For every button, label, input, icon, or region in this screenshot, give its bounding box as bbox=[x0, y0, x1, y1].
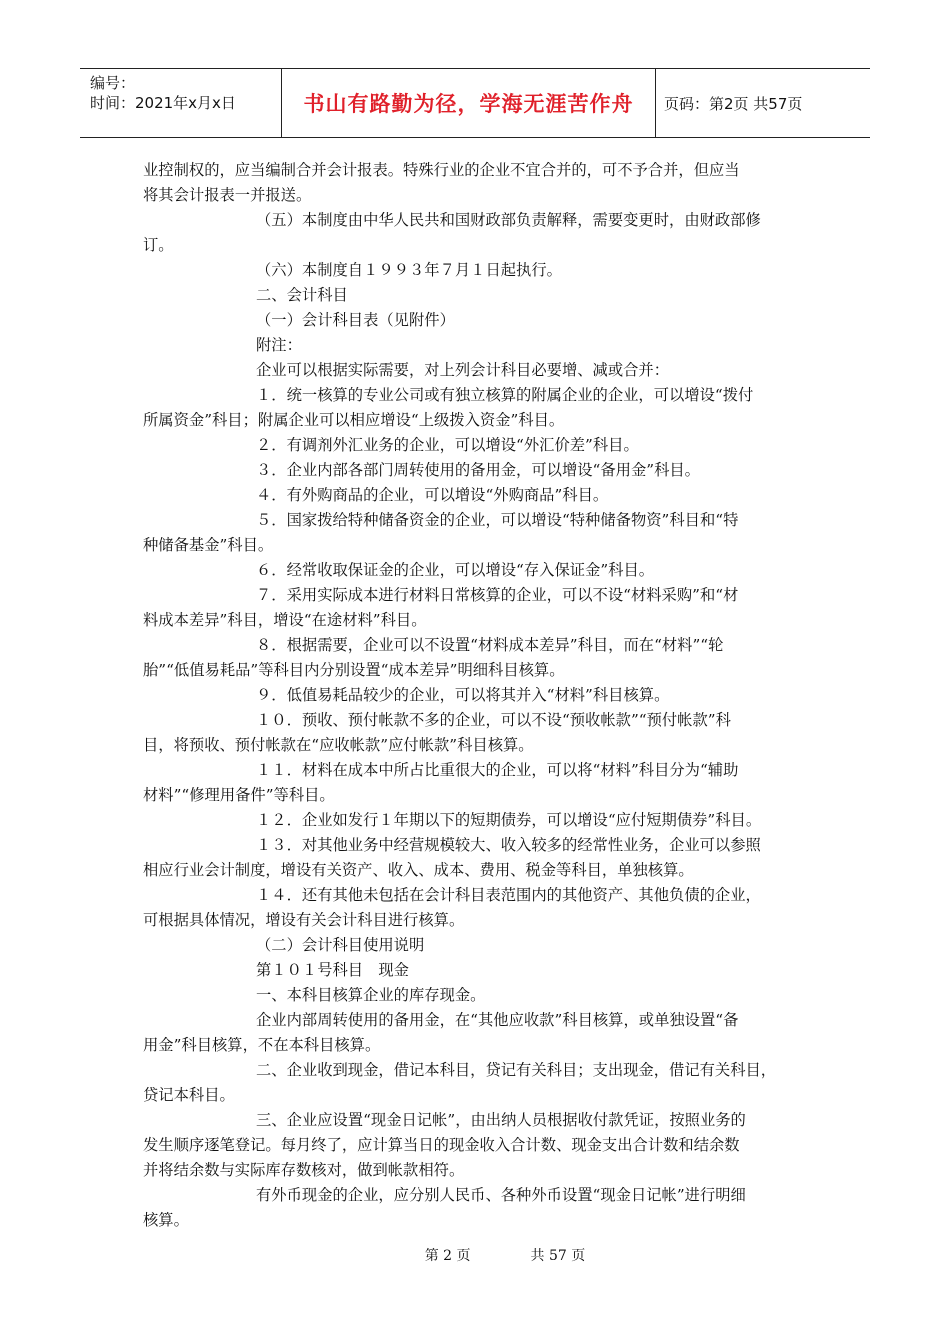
text-line: ３．企业内部各部门周转使用的备用金，可以增设“备用金”科目。 bbox=[256, 461, 700, 479]
text-line: 目，将预收、预付帐款在“应收帐款”应付帐款”科目核算。 bbox=[143, 736, 534, 754]
footer-total-pages: 共 57 页 bbox=[530, 1248, 586, 1264]
text-line: １１．材料在成本中所占比重很大的企业，可以将“材料”科目分为“辅助 bbox=[256, 761, 739, 779]
text-line: 二、会计科目 bbox=[256, 286, 348, 304]
text-line: ２．有调剂外汇业务的企业，可以增设“外汇价差”科目。 bbox=[256, 436, 639, 454]
text-line: 可根据具体情况，增设有关会计科目进行核算。 bbox=[143, 911, 465, 929]
text-line: 料成本差异”科目，增设“在途材料”科目。 bbox=[143, 611, 427, 629]
text-line: （二）会计科目使用说明 bbox=[256, 936, 425, 954]
text-line: 第１０１号科目 现金 bbox=[256, 961, 409, 979]
page-header bbox=[80, 68, 870, 138]
text-line: 贷记本科目。 bbox=[143, 1086, 235, 1104]
page-footer bbox=[0, 1245, 950, 1265]
text-line: 并将结余数与实际库存数核对，做到帐款相符。 bbox=[143, 1161, 465, 1179]
text-line: １２．企业如发行１年期以下的短期债券，可以增设“应付短期债券”科目。 bbox=[256, 811, 762, 829]
text-line: （六）本制度自１９９３年７月１日起执行。 bbox=[256, 261, 562, 279]
text-line: 核算。 bbox=[143, 1211, 189, 1229]
text-line: 有外币现金的企业，应分别人民币、各种外币设置“现金日记帐”进行明细 bbox=[256, 1186, 746, 1204]
text-line: １．统一核算的专业公司或有独立核算的附属企业的企业，可以增设“拨付 bbox=[256, 386, 754, 404]
text-line: 企业内部周转使用的备用金，在“其他应收款”科目核算，或单独设置“备 bbox=[256, 1011, 739, 1029]
document-body bbox=[143, 158, 811, 1233]
text-line: 业控制权的，应当编制合并会计报表。特殊行业的企业不宜合并的，可不予合并，但应当 bbox=[143, 161, 740, 179]
text-line: 材料”“修理用备件”等科目。 bbox=[143, 786, 335, 804]
text-line: 企业可以根据实际需要，对上列会计科目必要增、减或合并： bbox=[256, 361, 670, 379]
text-line: （一）会计科目表（见附件） bbox=[256, 311, 455, 329]
text-line: 将其会计报表一并报送。 bbox=[143, 186, 312, 204]
text-line: ９．低值易耗品较少的企业，可以将其并入“材料”科目核算。 bbox=[256, 686, 670, 704]
text-line: 发生顺序逐笔登记。每月终了，应计算当日的现金收入合计数、现金支出合计数和结余数 bbox=[143, 1136, 740, 1154]
text-line: ６．经常收取保证金的企业，可以增设“存入保证金”科目。 bbox=[256, 561, 655, 579]
text-line: 附注： bbox=[256, 336, 302, 354]
text-line: （五）本制度由中华人民共和国财政部负责解释，需要变更时，由财政部修 bbox=[256, 211, 761, 229]
text-line: １４．还有其他未包括在会计科目表范围内的其他资产、其他负债的企业， bbox=[256, 886, 761, 904]
text-line: １０．预收、预付帐款不多的企业，可以不设“预收帐款”“预付帐款”科 bbox=[256, 711, 731, 729]
text-line: 种储备基金”科目。 bbox=[143, 536, 274, 554]
footer-page-number: 第 2 页 bbox=[424, 1248, 471, 1264]
header-motto: 书山有路勤为径，学海无涯苦作舟 bbox=[282, 69, 656, 137]
text-line: 胎”“低值易耗品”等科目内分别设置“成本差异”明细科目核算。 bbox=[143, 661, 565, 679]
text-line: 订。 bbox=[143, 236, 174, 254]
text-line: ５．国家拨给特种储备资金的企业，可以增设“特种储备物资”科目和“特 bbox=[256, 511, 739, 529]
text-line: 一、本科目核算企业的库存现金。 bbox=[256, 986, 486, 1004]
text-line: 用金”科目核算，不在本科目核算。 bbox=[143, 1036, 381, 1054]
text-line: ８．根据需要，企业可以不设置“材料成本差异”科目，而在“材料”“轮 bbox=[256, 636, 724, 654]
text-line: 所属资金”科目；附属企业可以相应增设“上级拨入资金”科目。 bbox=[143, 411, 565, 429]
text-line: 相应行业会计制度，增设有关资产、收入、成本、费用、税金等科目，单独核算。 bbox=[143, 861, 694, 879]
text-line: ４．有外购商品的企业，可以增设“外购商品”科目。 bbox=[256, 486, 609, 504]
code-label: 编号： bbox=[90, 74, 136, 92]
text-line: ７．采用实际成本进行材料日常核算的企业，可以不设“材料采购”和“材 bbox=[256, 586, 739, 604]
text-line: １３．对其他业务中经营规模较大、收入较多的经常性业务，企业可以参照 bbox=[256, 836, 761, 854]
text-line: 二、企业收到现金，借记本科目，贷记有关科目；支出现金，借记有关科目， bbox=[256, 1061, 777, 1079]
text-line: 三、企业应设置“现金日记帐”，由出纳人员根据收付款凭证，按照业务的 bbox=[256, 1111, 746, 1129]
header-page-label: 页码：第2页 共57页 bbox=[664, 94, 803, 113]
date-label: 时间：2021年x月x日 bbox=[90, 94, 236, 112]
header-meta bbox=[80, 69, 282, 137]
